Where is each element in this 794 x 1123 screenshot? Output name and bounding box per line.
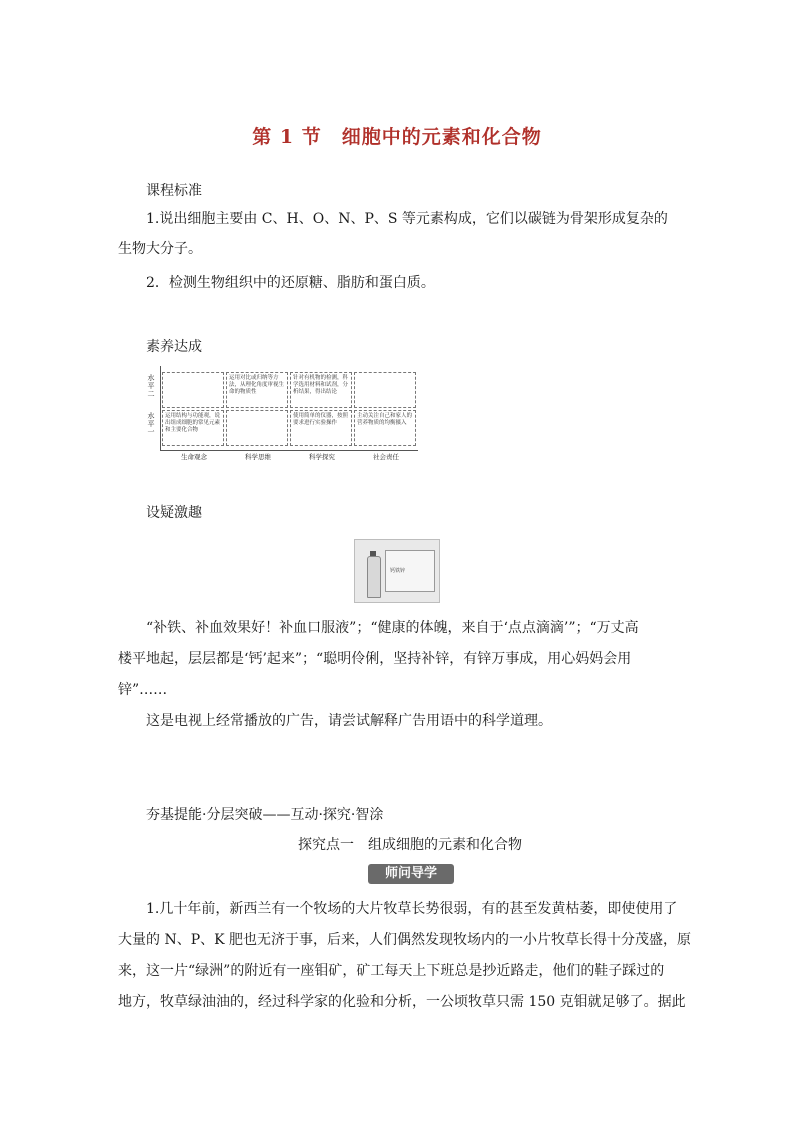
cell-l1-c4: 主动关注自己和家人的营养物质的均衡摄入 <box>354 410 416 446</box>
supplement-ad-image <box>354 539 440 603</box>
cell-l2-c2: 运用对比或归纳等方法，从理化角度审视生命的物质性 <box>226 372 288 408</box>
level-label-1: 水平一 <box>147 412 155 436</box>
column-label-2: 科学思维 <box>245 453 271 461</box>
column-label-4: 社会责任 <box>373 453 399 461</box>
level-label-2: 水平二 <box>147 374 155 398</box>
inquiry-point-title: 探究点一 组成细胞的元素和化合物 <box>298 837 522 853</box>
para-line-1: 1.几十年前，新西兰有一个牧场的大片牧草长势很弱，有的甚至发黄枯萎，即使使用了 <box>146 901 678 917</box>
product-box-label: 钙铁锌 <box>390 568 406 574</box>
curriculum-item-2: 2．检测生物组织中的还原糖、脂肪和蛋白质。 <box>146 275 435 291</box>
teacher-guide-badge: 师问导学 <box>368 864 454 884</box>
ad-text-line-3: 锌”…… <box>118 682 168 698</box>
literacy-heading: 素养达成 <box>146 339 202 355</box>
ad-text-line-1: “补铁、补血效果好！补血口服液”；“健康的体魄，来自于‘点点滴滴’”；“万丈高 <box>146 620 639 636</box>
product-box-icon <box>385 550 435 592</box>
ad-question: 这是电视上经常播放的广告，请尝试解释广告用语中的科学道理。 <box>146 713 552 729</box>
bottle-icon <box>367 556 381 598</box>
ad-text-line-2: 楼平地起，层层都是‘钙’起来”；“聪明伶俐，坚持补锌，有锌万事成，用心妈妈会用 <box>118 651 632 667</box>
curriculum-heading: 课程标准 <box>146 183 202 199</box>
cell-l2-c1 <box>162 372 224 408</box>
x-axis <box>160 450 418 451</box>
para-line-2: 大量的 N、P、K 肥也无济于事，后来，人们偶然发现牧场内的一小片牧草长得十分茂盛，原 <box>118 932 692 948</box>
literacy-level-table <box>146 366 420 462</box>
column-label-3: 科学探究 <box>309 453 335 461</box>
para-line-4: 地方，牧草绿油油的，经过科学家的化验和分析，一公顷牧草只需 150 克钼就足够了。据此 <box>118 994 686 1010</box>
cell-l1-c2 <box>226 410 288 446</box>
page-title: 第 1 节 细胞中的元素和化合物 <box>252 126 542 148</box>
section-banner: 夯基提能·分层突破——互动·探究·智涂 <box>146 807 384 823</box>
inquiry-heading: 设疑激趣 <box>146 505 202 521</box>
column-label-1: 生命观念 <box>181 453 207 461</box>
cell-l2-c4 <box>354 372 416 408</box>
cell-l1-c1: 运用结构与功能观，说出组成细胞的常见元素和主要化合物 <box>162 410 224 446</box>
cell-l1-c3: 使用简单的仪器，按照要求进行实验操作 <box>290 410 352 446</box>
curriculum-item-1: 1.说出细胞主要由 C、H、O、N、P、S 等元素构成，它们以碳链为骨架形成复杂的生物大分子。 <box>118 211 668 257</box>
cell-l2-c3: 针对有机物的检测，科学选用材料和试剂，分析结果，得出结论 <box>290 372 352 408</box>
y-axis <box>160 366 161 450</box>
para-line-3: 来，这一片“绿洲”的附近有一座钼矿，矿工每天上下班总是抄近路走，他们的鞋子踩过的 <box>118 963 665 979</box>
